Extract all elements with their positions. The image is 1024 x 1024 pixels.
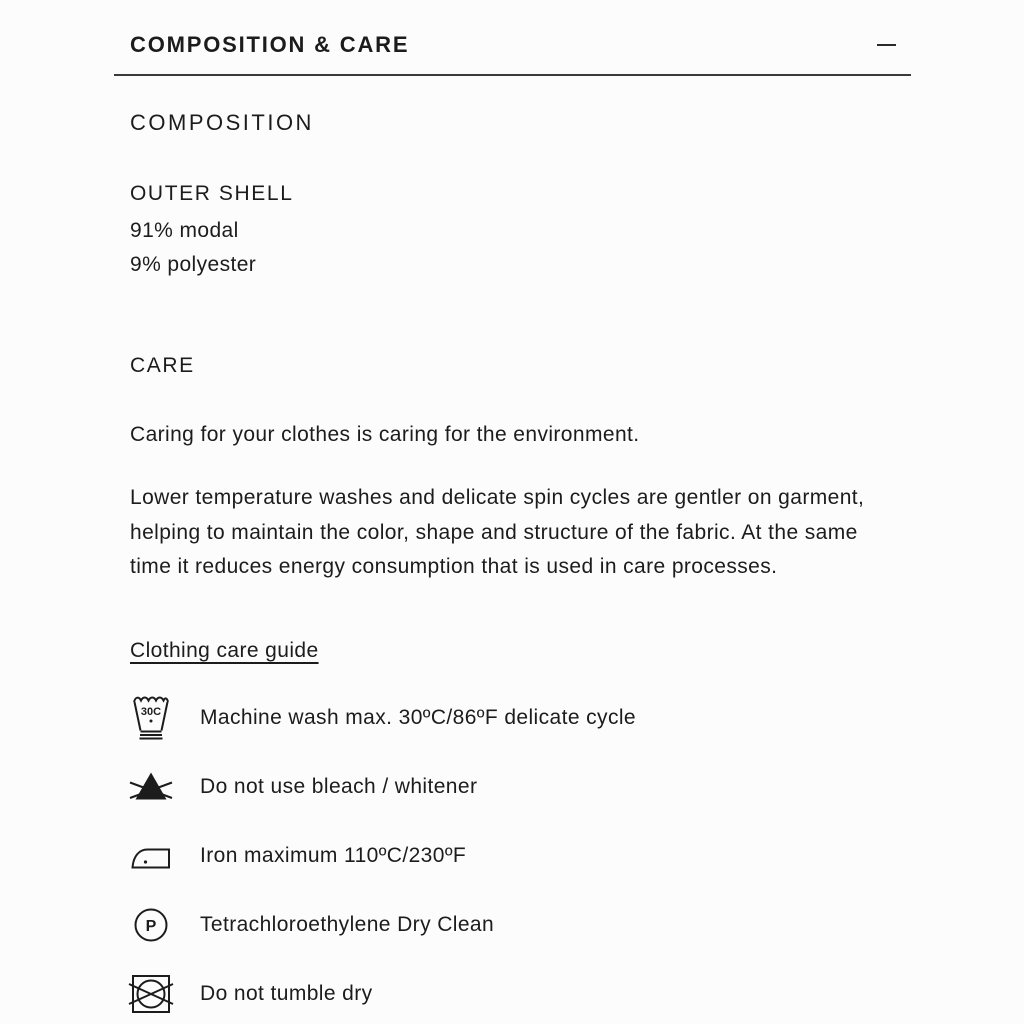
dry-clean-p-icon <box>130 907 172 943</box>
care-instructions-list <box>130 695 911 1017</box>
panel-header <box>130 33 911 57</box>
care-instruction-row <box>130 695 911 741</box>
care-instruction-label: Do not use bleach / whitener <box>200 774 478 798</box>
machine-wash-delicate-icon <box>130 695 172 741</box>
iron-low-heat-icon <box>130 841 172 871</box>
composition-heading: COMPOSITION <box>130 110 314 135</box>
care-instruction-row <box>130 833 911 879</box>
svg-text:P: P <box>145 917 157 935</box>
materials-list <box>130 214 911 282</box>
collapse-button[interactable] <box>875 33 897 57</box>
care-instruction-row <box>130 764 911 810</box>
clothing-care-guide-link[interactable]: Clothing care guide <box>130 638 319 662</box>
composition-part-label: OUTER SHELL <box>130 182 294 205</box>
header-divider <box>114 74 911 76</box>
do-not-bleach-icon <box>130 769 172 805</box>
minus-icon <box>877 44 896 47</box>
care-heading: CARE <box>130 354 195 377</box>
wash-temp-text: 30C <box>140 705 162 718</box>
material-line: 9% polyester <box>130 253 257 276</box>
care-instruction-row <box>130 971 911 1017</box>
material-line: 91% modal <box>130 219 239 242</box>
panel-title: COMPOSITION & CARE <box>130 32 410 57</box>
care-instruction-label: Tetrachloroethylene Dry Clean <box>200 912 495 936</box>
do-not-tumble-dry-icon <box>130 971 172 1017</box>
care-instruction-label: Iron maximum 110ºC/230ºF <box>200 843 467 867</box>
care-instruction-row <box>130 902 911 948</box>
care-instruction-label: Machine wash max. 30ºC/86ºF delicate cycle <box>200 705 636 729</box>
care-instruction-label: Do not tumble dry <box>200 981 373 1005</box>
care-paragraph: Lower temperature washes and delicate spin cycles are gentler on garment, helping to maintain the color, shape and structure of the fabric. At the same time it reduces energy consumption that is used in care processes. <box>130 486 865 579</box>
care-paragraph: Caring for your clothes is caring for the environment. <box>130 423 640 446</box>
